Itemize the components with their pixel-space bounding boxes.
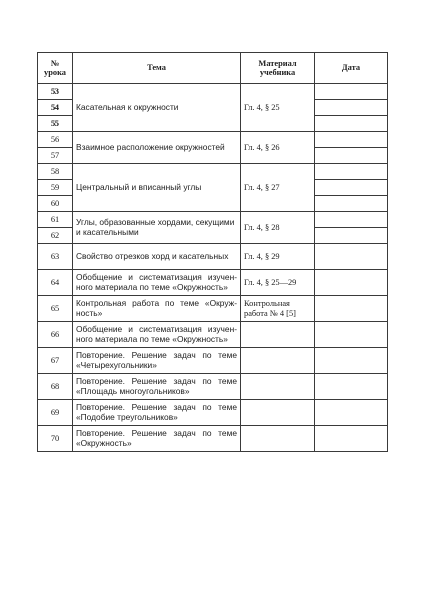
header-lesson-number: № урока xyxy=(38,53,73,84)
date-cell[interactable] xyxy=(315,148,388,164)
textbook-material: Гл. 4, § 25 xyxy=(241,84,315,132)
table-row xyxy=(38,426,388,452)
date-cell[interactable] xyxy=(315,322,388,348)
lesson-topic: Свойство отрезков хорд и касательных xyxy=(73,244,241,270)
date-cell[interactable] xyxy=(315,180,388,196)
lesson-topic: Касательная к окружности xyxy=(73,84,241,132)
lesson-number: 55 xyxy=(38,116,73,132)
lesson-topic: Повторение. Решение задач по теме «Площадь многоугольников» xyxy=(73,374,241,400)
textbook-material xyxy=(241,374,315,400)
lesson-topic: Обобщение и систематизация изученного материала по теме «Окружность» xyxy=(73,322,241,348)
table-row xyxy=(38,132,388,148)
lesson-number: 69 xyxy=(38,400,73,426)
table-row xyxy=(38,400,388,426)
lesson-number: 54 xyxy=(38,100,73,116)
textbook-material xyxy=(241,400,315,426)
table-row xyxy=(38,270,388,296)
table-row xyxy=(38,244,388,270)
textbook-material: Гл. 4, § 28 xyxy=(241,212,315,244)
textbook-material xyxy=(241,348,315,374)
table-row xyxy=(38,374,388,400)
date-cell[interactable] xyxy=(315,196,388,212)
lesson-plan-table xyxy=(37,52,388,452)
date-cell[interactable] xyxy=(315,426,388,452)
textbook-material: Контрольная работа № 4 [5] xyxy=(241,296,315,322)
date-cell[interactable] xyxy=(315,84,388,100)
lesson-number: 66 xyxy=(38,322,73,348)
lesson-number: 70 xyxy=(38,426,73,452)
date-cell[interactable] xyxy=(315,270,388,296)
lesson-number: 63 xyxy=(38,244,73,270)
table-row xyxy=(38,322,388,348)
lesson-number: 68 xyxy=(38,374,73,400)
header-topic: Тема xyxy=(73,53,241,84)
date-cell[interactable] xyxy=(315,296,388,322)
table-row xyxy=(38,348,388,374)
lesson-topic: Центральный и вписанный углы xyxy=(73,164,241,212)
date-cell[interactable] xyxy=(315,212,388,228)
lesson-number: 60 xyxy=(38,196,73,212)
lesson-topic: Контрольная работа по теме «Окружность» xyxy=(73,296,241,322)
lesson-topic: Повторение. Решение задач по теме «Четырехугольники» xyxy=(73,348,241,374)
table-row xyxy=(38,296,388,322)
lesson-topic: Взаимное расположение окружностей xyxy=(73,132,241,164)
lesson-rows xyxy=(38,84,388,452)
lesson-number: 61 xyxy=(38,212,73,228)
date-cell[interactable] xyxy=(315,374,388,400)
textbook-material xyxy=(241,426,315,452)
lesson-number: 56 xyxy=(38,132,73,148)
header-date: Дата xyxy=(315,53,388,84)
textbook-material: Гл. 4, § 25—29 xyxy=(241,270,315,296)
lesson-topic: Повторение. Решение задач по теме «Подобие треугольников» xyxy=(73,400,241,426)
table-row xyxy=(38,84,388,100)
date-cell[interactable] xyxy=(315,100,388,116)
textbook-material: Гл. 4, § 27 xyxy=(241,164,315,212)
date-cell[interactable] xyxy=(315,348,388,374)
lesson-topic: Повторение. Решение задач по теме «Окружность» xyxy=(73,426,241,452)
date-cell[interactable] xyxy=(315,116,388,132)
date-cell[interactable] xyxy=(315,164,388,180)
lesson-number: 58 xyxy=(38,164,73,180)
lesson-number: 59 xyxy=(38,180,73,196)
lesson-number: 64 xyxy=(38,270,73,296)
date-cell[interactable] xyxy=(315,228,388,244)
textbook-material xyxy=(241,322,315,348)
lesson-number: 57 xyxy=(38,148,73,164)
header-material: Материал учебника xyxy=(241,53,315,84)
date-cell[interactable] xyxy=(315,244,388,270)
lesson-number: 53 xyxy=(38,84,73,100)
lesson-number: 67 xyxy=(38,348,73,374)
date-cell[interactable] xyxy=(315,132,388,148)
lesson-topic: Углы, образованные хордами, секущими и касательными xyxy=(73,212,241,244)
lesson-number: 62 xyxy=(38,228,73,244)
textbook-material: Гл. 4, § 26 xyxy=(241,132,315,164)
date-cell[interactable] xyxy=(315,400,388,426)
table-row xyxy=(38,164,388,180)
textbook-material: Гл. 4, § 29 xyxy=(241,244,315,270)
lesson-number: 65 xyxy=(38,296,73,322)
header-row xyxy=(38,53,388,84)
lesson-topic: Обобщение и систематизация изученного материала по теме «Окружность» xyxy=(73,270,241,296)
table-row xyxy=(38,212,388,228)
